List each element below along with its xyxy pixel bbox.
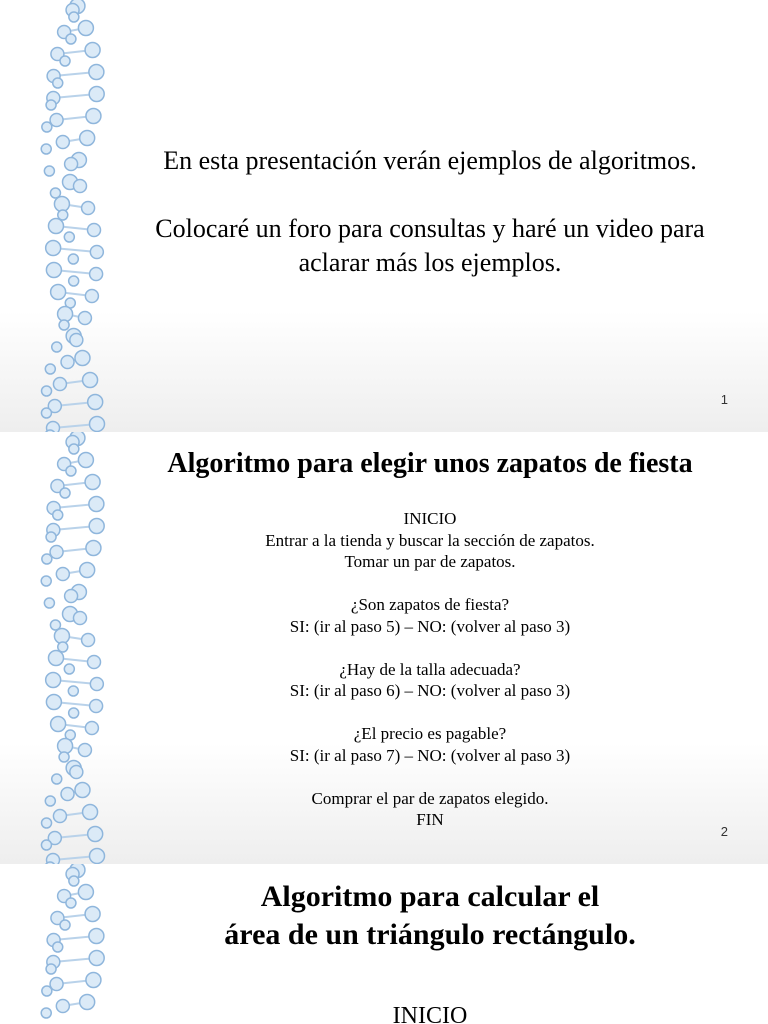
step-line: SI: (ir al paso 7) – NO: (volver al paso 3) (289, 745, 571, 765)
step-line: Tomar un par de zapatos. (344, 552, 516, 571)
step-line: SI: (ir al paso 5) – NO: (volver al paso 3) (289, 616, 571, 636)
slide-title (130, 878, 730, 954)
slide-number: 2 (720, 824, 728, 839)
algorithm-steps (130, 1002, 730, 1024)
dna-helix-decoration (0, 0, 130, 432)
dna-helix-decoration (0, 432, 130, 864)
slide-title-line: Algoritmo para calcular el (260, 880, 600, 913)
slide-number: 1 (720, 392, 728, 407)
slide-title: Algoritmo para elegir unos zapatos de fiesta (167, 448, 693, 479)
step-line: Entrar a la tienda y buscar la sección de zapatos. (265, 530, 595, 550)
step-line: ¿Son zapatos de fiesta? (350, 595, 510, 614)
step-spacer (130, 573, 730, 595)
step-line: INICIO (403, 509, 457, 528)
step-line: Comprar el par de zapatos elegido. (311, 788, 549, 808)
step-line: ¿Hay de la talla adecuada? (339, 659, 521, 679)
slide-1 (0, 0, 768, 432)
slide-2 (0, 432, 768, 864)
algorithm-steps (130, 508, 730, 831)
step-spacer (130, 766, 730, 788)
slide-3 (0, 864, 768, 1024)
step-spacer (130, 637, 730, 659)
slide-body-text: En esta presentación verán ejemplos de algoritmos. Colocaré un foro para consultas y haré un video para aclarar más los ejemplos. (155, 146, 705, 277)
step-line: ¿El precio es pagable? (353, 724, 507, 743)
step-line: FIN (416, 810, 444, 829)
dna-helix-decoration (0, 864, 130, 1024)
step-line: INICIO (392, 1003, 468, 1024)
slide-title-line: área de un triángulo rectángulo. (224, 918, 636, 951)
step-spacer (130, 702, 730, 724)
step-line: SI: (ir al paso 6) – NO: (volver al paso 3) (289, 681, 571, 700)
